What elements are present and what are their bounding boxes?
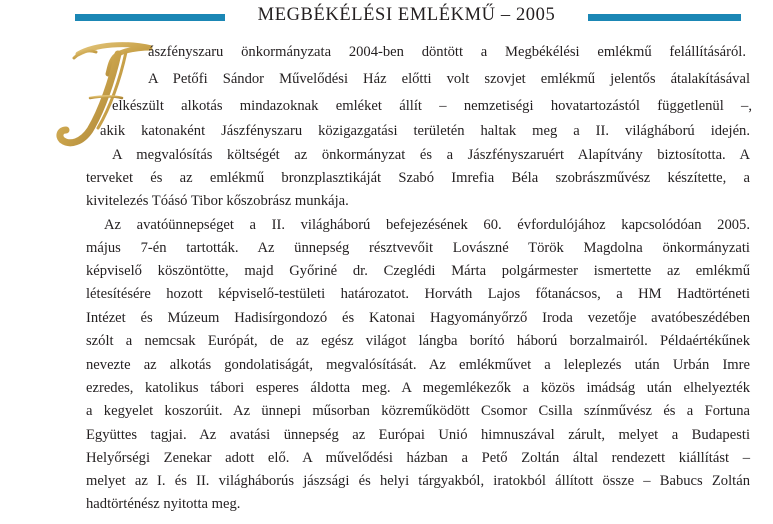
text-line: terveket és az emlékmű bronzplasztikáját Szabó Imrefia Béla szobrászművész készítette, a	[86, 170, 750, 186]
text-line: a kegyelet koszorúit. Az ünnepi műsorban közreműködött Csomor Csilla színművész és a Fortuna	[86, 403, 750, 419]
text-line: A megvalósítás költségét az önkormányzat és a Jászfényszaruért Alapítvány biztosította. A	[112, 147, 750, 163]
text-line: Intézet és Múzeum Hadisírgondozó és Katonai Hagyományőrző Iroda vezetője avatóbeszédében	[86, 310, 750, 326]
text-line: A Petőfi Sándor Művelődési Ház előtti volt szovjet emlékmű jelentős átalakításával	[148, 71, 750, 87]
header-rule-right	[588, 14, 741, 21]
page-header	[0, 4, 773, 28]
text-line: képviselő köszöntötte, majd Győriné dr. Czeglédi Márta polgármester ismertette az emlékmű	[86, 263, 750, 279]
text-line: létesítésére hozott képviselő-testületi határozatot. Horváth Lajos főtanácsos, a HM Hadtörténeti	[86, 286, 750, 302]
text-line: melyet az I. és II. világháborús jászsági és helyi tárgyakból, iratokból állított össze – Babucs Zoltán	[86, 473, 750, 489]
text-line: nevezte az alkotás gondolatiságát, megvalósítását. Az emlékművet a leleplezés után Urbán Imre	[86, 357, 750, 373]
text-line: Helyőrségi Zenekar adott elő. A művelődési házban a Pető Zoltán által rendezett kiállítást –	[86, 450, 750, 466]
text-line: szólt a nemcsak Európát, de az egész világot lángba borító háború borzalmairól. Példaértékűnek	[86, 333, 750, 349]
text-line: ászfényszaru önkormányzata 2004-ben döntött a Megbékélési emlékmű felállításáról.	[148, 44, 746, 60]
text-line: Az avatóünnepséget a II. világháború befejezésének 60. évfordulójához kapcsolódóan 2005.	[104, 217, 750, 233]
text-line: ezredes, katolikus tábori esperes áldotta meg. A megemlékezők a közös imádság után elhelyezték	[86, 380, 750, 396]
page-title: MEGBÉKÉLÉSI EMLÉKMŰ – 2005	[257, 5, 556, 25]
text-line: Együttes tagjai. Az avatási ünnepség az Európai Unió himnuszával zárult, melyet a Budapesti	[86, 427, 750, 443]
text-line: kivitelezés Tóásó Tibor kőszobrász munkája.	[86, 193, 349, 209]
text-line: hadtörténész nyitotta meg.	[86, 496, 241, 512]
text-line: május 7-én tartották. Az ünnepség résztvevőit Lovászné Török Magdolna önkormányzati	[86, 240, 750, 256]
text-line: elkészült alkotás mindazoknak emléket állít – nemzetiségi hovatartozástól függetlenül –,	[112, 98, 752, 114]
text-line: akik katonaként Jászfényszaru közigazgatási területén haltak meg a II. világháború idején.	[100, 123, 750, 139]
header-rule-left	[75, 14, 225, 21]
